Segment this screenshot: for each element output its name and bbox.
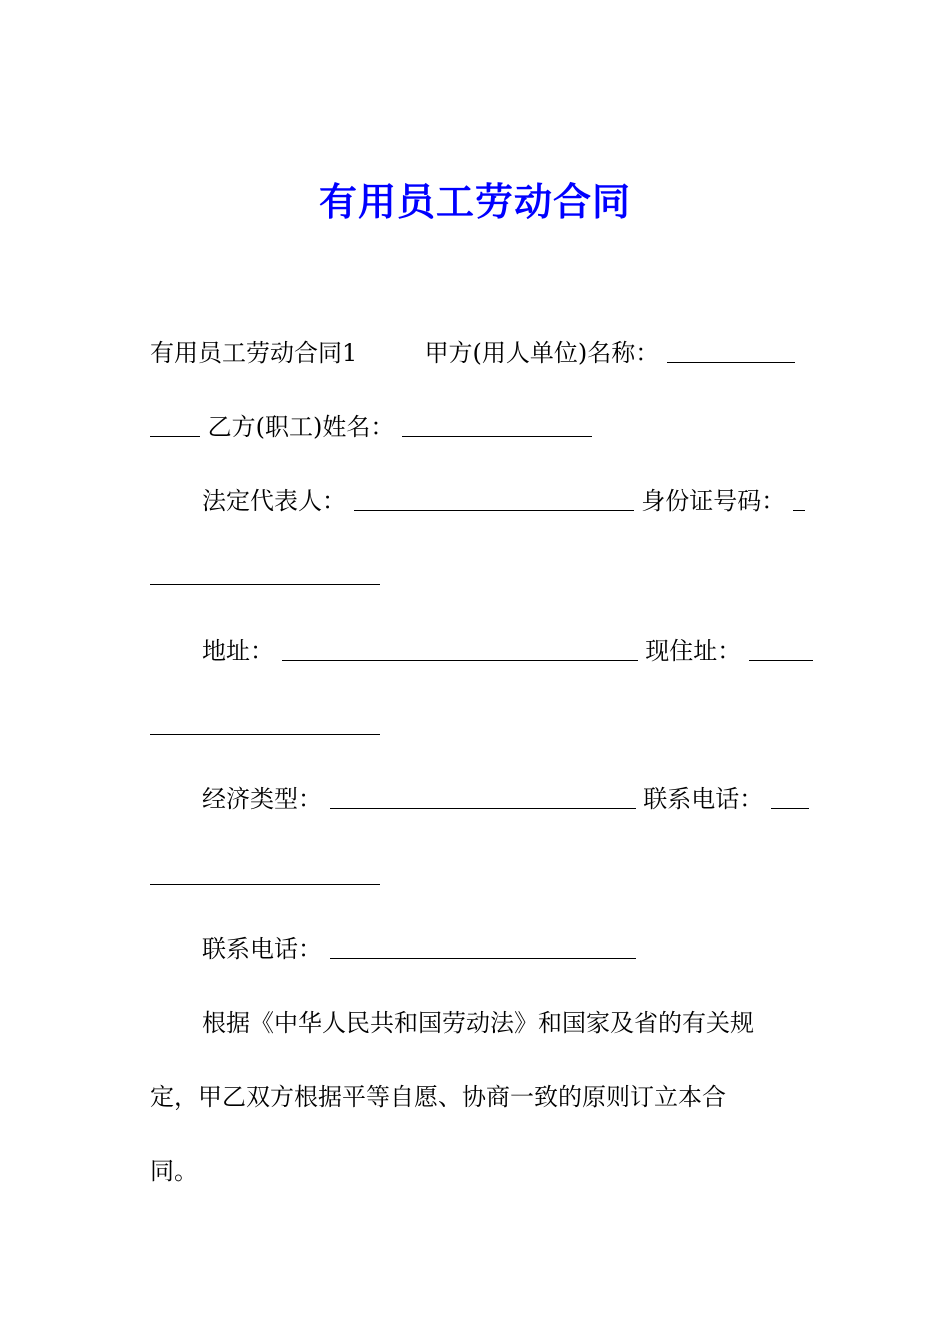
legal-representative-label: 法定代表人： (202, 487, 346, 515)
current-address-blank-continued (150, 712, 380, 735)
id-number-blank (793, 488, 805, 511)
party-b-name-blank (402, 414, 592, 437)
id-number-label: 身份证号码： (641, 487, 786, 515)
current-address-blank (749, 638, 813, 661)
contract-heading: 有用员工劳动合同1 (150, 339, 358, 367)
party-b-line (150, 410, 592, 444)
contract-heading-line (150, 336, 795, 370)
current-address-label: 现住址： (645, 637, 742, 665)
paragraph-line-1: 根据《中华人民共和国劳动法》和国家及省的有关规 (202, 1009, 754, 1037)
economy-type-label: 经济类型： (202, 785, 322, 813)
party-a-name-blank (667, 340, 795, 363)
address-line (202, 634, 813, 668)
current-address-continued-line (150, 708, 380, 742)
document-title: 有用员工劳动合同 (318, 179, 631, 224)
phone-line-2 (202, 932, 636, 966)
phone-blank (771, 786, 809, 809)
phone-label: 联系电话： (643, 785, 764, 813)
party-a-name-blank-continued (150, 414, 200, 437)
phone-blank-continued (150, 862, 380, 885)
phone-blank-2 (330, 936, 636, 959)
id-number-blank-continued (150, 562, 380, 585)
phone-label-2: 联系电话： (202, 935, 322, 963)
economy-type-line (202, 782, 809, 816)
paragraph-line-3: 同。 (150, 1157, 198, 1185)
address-label: 地址： (202, 637, 274, 665)
economy-type-blank (330, 786, 636, 809)
legal-rep-line (202, 484, 805, 518)
paragraph-line-2: 定，甲乙双方根据平等自愿、协商一致的原则订立本合 (150, 1083, 726, 1111)
legal-representative-blank (354, 488, 634, 511)
id-number-continued-line (150, 558, 380, 592)
party-b-name-label: 乙方(职工)姓名： (207, 413, 395, 441)
address-blank (282, 638, 638, 661)
phone-continued-line (150, 858, 380, 892)
party-a-name-label: 甲方(用人单位)名称： (424, 339, 660, 367)
